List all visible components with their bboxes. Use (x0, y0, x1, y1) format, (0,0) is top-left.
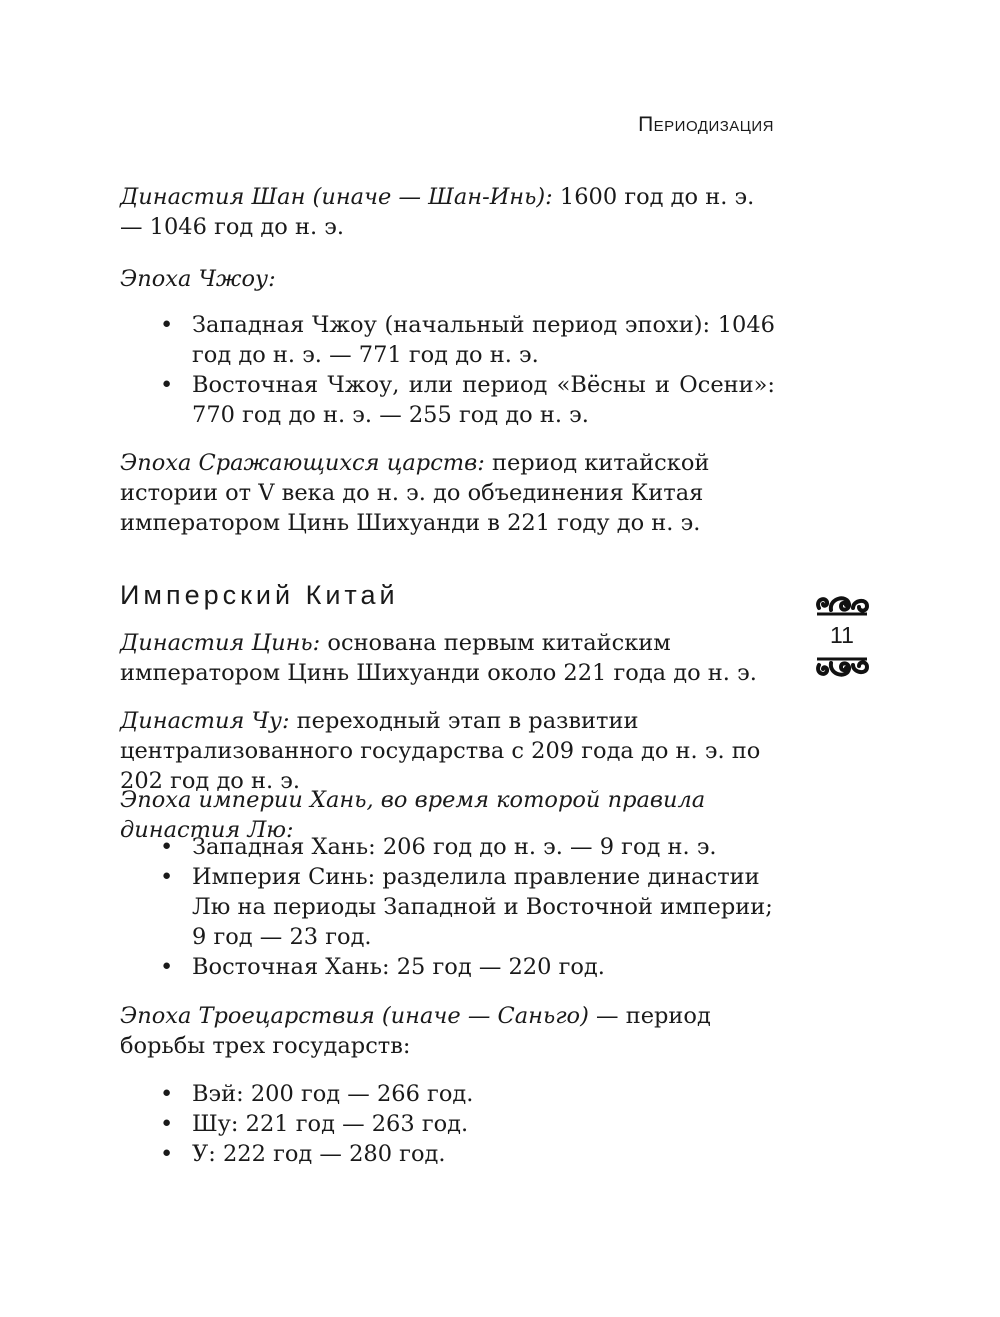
list-zhou (120, 310, 775, 430)
term-qin: Династия Цинь: (120, 630, 321, 656)
paragraph-zhou: Эпоха Чжоу: (120, 266, 276, 292)
list-item: • Восточная Хань: 25 год — 220 год. (120, 952, 775, 982)
text-qin: основана первым китайским императором Цинь Шихуанди около 221 года до н. э. (120, 630, 757, 686)
paragraph-shang (120, 182, 775, 242)
list-item: • У: 222 год — 280 год. (120, 1139, 775, 1169)
cloud-ornament-top-icon (813, 590, 871, 618)
running-header: Периодизация (638, 113, 774, 136)
text-shang: 1600 год до н. э. — 1046 год до н. э. (120, 184, 755, 240)
list-item: • Западная Чжоу (начальный период эпохи): 1046 год до н. э. — 771 год до н. э. (120, 310, 775, 370)
section-heading: Имперский Китай (120, 580, 399, 610)
paragraph-chu (120, 706, 775, 796)
paragraph-han: Эпоха империи Хань, во время которой правила династия Лю: (120, 787, 706, 843)
page-folio (812, 590, 872, 683)
paragraph-qin (120, 628, 775, 688)
list-three-kingdoms (120, 1079, 775, 1169)
term-three-kingdoms: Эпоха Троецарствия (иначе — Саньго) (120, 1003, 589, 1029)
text-chu: переходный этап в развитии централизованного государства с 209 года до н. э. по 202 год до н. э. (120, 708, 761, 794)
term-chu: Династия Чу: (120, 708, 290, 734)
paragraph-three-kingdoms (120, 1001, 775, 1061)
list-item: • Империя Синь: разделила правление династии Лю на периоды Западной и Восточной империи; 9 год — 23 год. (120, 862, 775, 952)
page-number: 11 (830, 622, 854, 648)
list-han (120, 832, 775, 982)
list-item: • Вэй: 200 год — 266 год. (120, 1079, 775, 1109)
text-warring-states: период китайской истории от V века до н. э. до объединения Китая императором Цинь Шихуанди в 221 году до н. э. (120, 450, 710, 536)
paragraph-warring-states (120, 448, 775, 538)
list-item: • Шу: 221 год — 263 год. (120, 1109, 775, 1139)
list-item: • Западная Хань: 206 год до н. э. — 9 год н. э. (120, 832, 775, 862)
cloud-ornament-bottom-icon (813, 653, 871, 683)
term-warring-states: Эпоха Сражающихся царств: (120, 450, 485, 476)
term-shang: Династия Шан (иначе — Шан-Инь): (120, 184, 553, 210)
text-three-kingdoms: — период борьбы трех государств: (120, 1003, 711, 1059)
list-item: • Восточная Чжоу, или период «Вёсны и Осени»: 770 год до н. э. — 255 год до н. э. (120, 370, 775, 430)
